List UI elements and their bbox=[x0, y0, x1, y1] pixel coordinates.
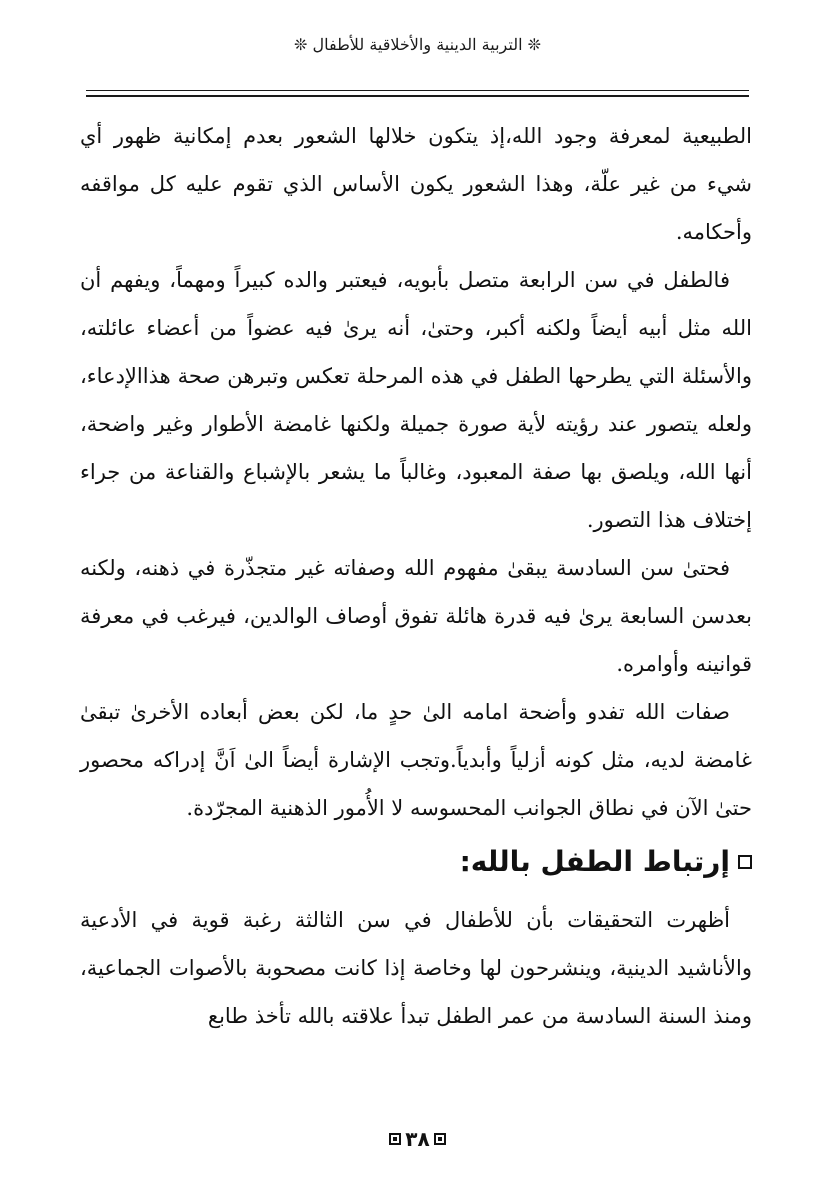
paragraph-age-six: فحتىٰ سن السادسة يبقىٰ مفهوم الله وصفاته غير متجذّرة في ذهنه، ولكنه بعدسن السابعة يرىٰ فيه قدرة هائلة تفوق أوصاف الوالدين، فيرغب في معرفة قوانينه وأوامره. bbox=[80, 556, 752, 676]
page-number-text: ٣٨ bbox=[405, 1127, 430, 1151]
page-number bbox=[0, 1126, 835, 1152]
square-ornament-icon bbox=[389, 1133, 401, 1145]
square-bullet-icon bbox=[738, 855, 752, 869]
section-heading-text: إرتباط الطفل بالله: bbox=[459, 845, 730, 878]
running-header: ❊ التربية الدينية والأخلاقية للأطفال ❊ bbox=[293, 35, 542, 54]
paragraph-attributes: صفات الله تفدو وأضحة امامه الىٰ حدٍ ما، لكن بعض أبعاده الأخرىٰ تبقىٰ غامضة لديه، مثل كونه أزلياً وأبدياً.وتجب الإشارة أيضاً الىٰ اَنَّ إدراكه محصور حتىٰ الآن في نطاق الجوانب المحسوسه لا الأُمور الذهنية المجرّدة. bbox=[80, 700, 752, 820]
header-rule-thin bbox=[86, 90, 749, 91]
paragraph-age-four: فالطفل في سن الرابعة متصل بأبويه، فيعتبر والده كبيراً ومهماً، ويفهم أن الله مثل أبيه أيضاً ولكنه أكبر، وحتىٰ، أنه يرىٰ فيه عضواً من أعضاء عائلته، والأسئلة التي يطرحها الطفل في هذه المرحلة تعكس وتبرهن صحة هذاالإدعاء، ولعله يتصور عند رؤيته لأية صورة جميلة ولكنها غامضة الأطوار وغير واضحة، أنها الله، ويلصق بها صفة المعبود، وغالباً ما يشعر بالإشباع والقناعة من جراء إختلاف هذا التصور. bbox=[80, 268, 752, 532]
paragraph-research: أظهرت التحقيقات بأن للأطفال في سن الثالثة رغبة قوية في الأدعية والأناشيد الدينية، وينشرحون لها وخاصة إذا كانت مصحوبة بالأصوات الجماعية، ومنذ السنة السادسة من عمر الطفل تبدأ علاقته بالله تأخذ طابع bbox=[80, 908, 752, 1028]
paragraph-continuation: الطبيعية لمعرفة وجود الله،إذ يتكون خلالها الشعور بعدم إمكانية ظهور أي شيء من غير علّة، وهذا الشعور يكون الأساس الذي تقوم عليه كل مواقفه وأحكامه. bbox=[80, 124, 752, 244]
section-heading bbox=[80, 836, 752, 888]
header-rule-thick bbox=[86, 95, 749, 97]
body-text bbox=[80, 112, 752, 1040]
square-ornament-icon bbox=[434, 1133, 446, 1145]
